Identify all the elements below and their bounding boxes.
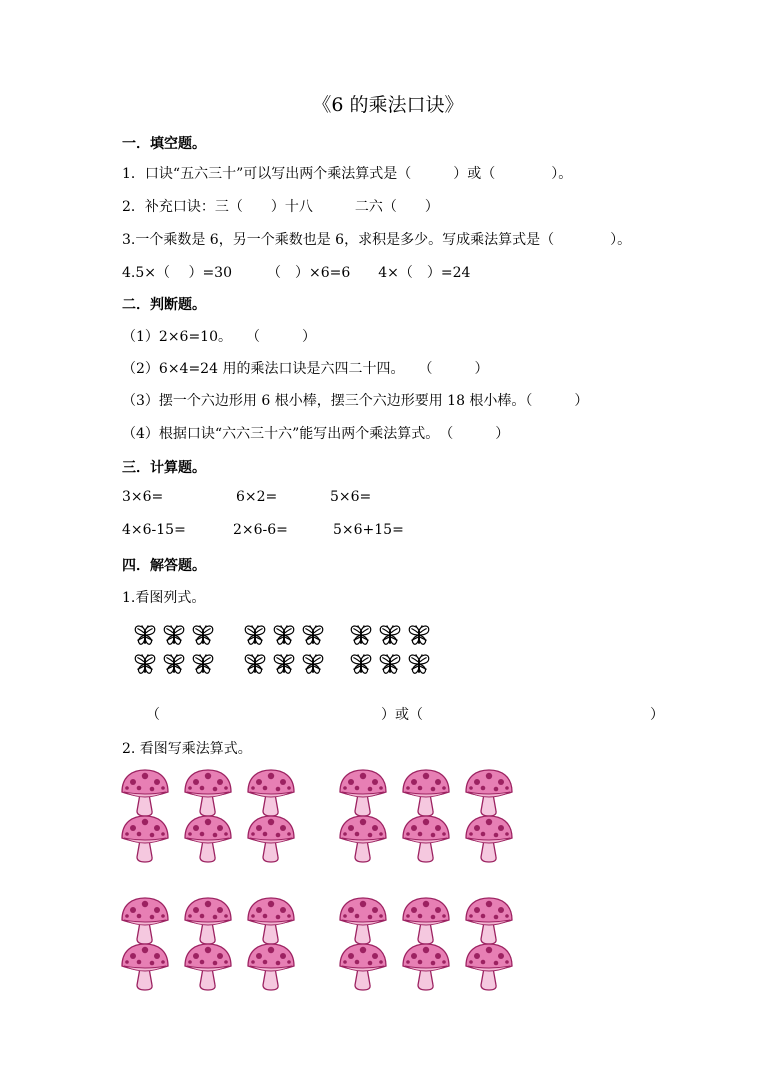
mushroom-icon	[336, 814, 390, 864]
butterfly-icon	[161, 622, 187, 648]
question-text: 2．补充口诀：三（ ）十八 二六（ ）	[122, 199, 439, 215]
section-heading-fill-blank: 一．填空题。	[122, 136, 206, 152]
butterfly-icon	[348, 622, 374, 648]
butterfly-icon	[348, 651, 374, 677]
butterfly-icon	[132, 622, 158, 648]
mushroom-icon	[181, 942, 235, 992]
butterfly-icon	[300, 651, 326, 677]
mushroom-icon	[244, 814, 298, 864]
mushroom-icon	[462, 814, 516, 864]
mushroom-icon	[118, 768, 172, 818]
butterfly-icon	[300, 622, 326, 648]
mushroom-icon	[181, 768, 235, 818]
mushroom-icon	[336, 896, 390, 946]
butterfly-icon	[161, 651, 187, 677]
mushroom-icon	[244, 942, 298, 992]
mushroom-icon	[462, 768, 516, 818]
calc-item: 2×6-6=	[233, 522, 288, 538]
butterfly-icon	[406, 622, 432, 648]
question-text: 3.一个乘数是 6，另一个乘数也是 6，求积是多少。写成乘法算式是（ ）。	[122, 232, 632, 248]
calc-item: 5×6+15=	[333, 522, 404, 538]
butterfly-icon	[377, 651, 403, 677]
question-text: （1）2×6=10。 （ ）	[122, 329, 316, 345]
butterfly-icon	[242, 622, 268, 648]
mushroom-icon	[244, 896, 298, 946]
mushroom-picture	[118, 768, 528, 998]
question-text: （2）6×4=24 用的乘法口诀是六四二十四。 （ ）	[122, 361, 489, 377]
butterfly-icon	[190, 651, 216, 677]
butterfly-icon	[242, 651, 268, 677]
question-text: 2. 看图写乘法算式。	[122, 741, 252, 757]
mushroom-icon	[181, 896, 235, 946]
mushroom-icon	[462, 942, 516, 992]
mushroom-icon	[181, 814, 235, 864]
mushroom-icon	[118, 896, 172, 946]
calc-item: 6×2=	[236, 489, 278, 505]
mushroom-icon	[399, 814, 453, 864]
calc-item: 3×6=	[122, 489, 164, 505]
butterfly-icon	[406, 651, 432, 677]
butterfly-icon	[271, 651, 297, 677]
mushroom-icon	[462, 896, 516, 946]
mushroom-icon	[399, 768, 453, 818]
butterfly-icon	[132, 651, 158, 677]
mushroom-icon	[399, 896, 453, 946]
mushroom-icon	[336, 942, 390, 992]
mushroom-icon	[118, 814, 172, 864]
section-heading-true-false: 二．判断题。	[122, 297, 206, 313]
calc-item: 4×6-15=	[122, 522, 186, 538]
answer-bracket-or: ）或（	[381, 707, 423, 723]
calc-item: 5×6=	[330, 489, 372, 505]
question-text: 4.5×（ ）=30 （ ）×6=6 4×（ ）=24	[122, 265, 471, 281]
butterfly-picture	[132, 622, 442, 678]
answer-bracket-open: （	[146, 707, 160, 723]
question-text: 1．口诀“五六三十”可以写出两个乘法算式是（ ）或（ ）。	[122, 166, 573, 182]
butterfly-icon	[190, 622, 216, 648]
question-text: 1.看图列式。	[122, 590, 206, 606]
page-title: 《6 的乘法口诀》	[312, 94, 464, 116]
mushroom-icon	[244, 768, 298, 818]
mushroom-icon	[336, 768, 390, 818]
mushroom-icon	[399, 942, 453, 992]
answer-bracket-close: ）	[650, 707, 664, 723]
mushroom-icon	[118, 942, 172, 992]
section-heading-calculation: 三．计算题。	[122, 460, 206, 476]
butterfly-icon	[271, 622, 297, 648]
section-heading-word-problems: 四．解答题。	[122, 558, 206, 574]
question-text: （4）根据口诀“六六三十六”能写出两个乘法算式。 （ ）	[122, 426, 510, 442]
butterfly-icon	[377, 622, 403, 648]
question-text: （3）摆一个六边形用 6 根小棒，摆三个六边形要用 18 根小棒。（ ）	[122, 393, 589, 409]
